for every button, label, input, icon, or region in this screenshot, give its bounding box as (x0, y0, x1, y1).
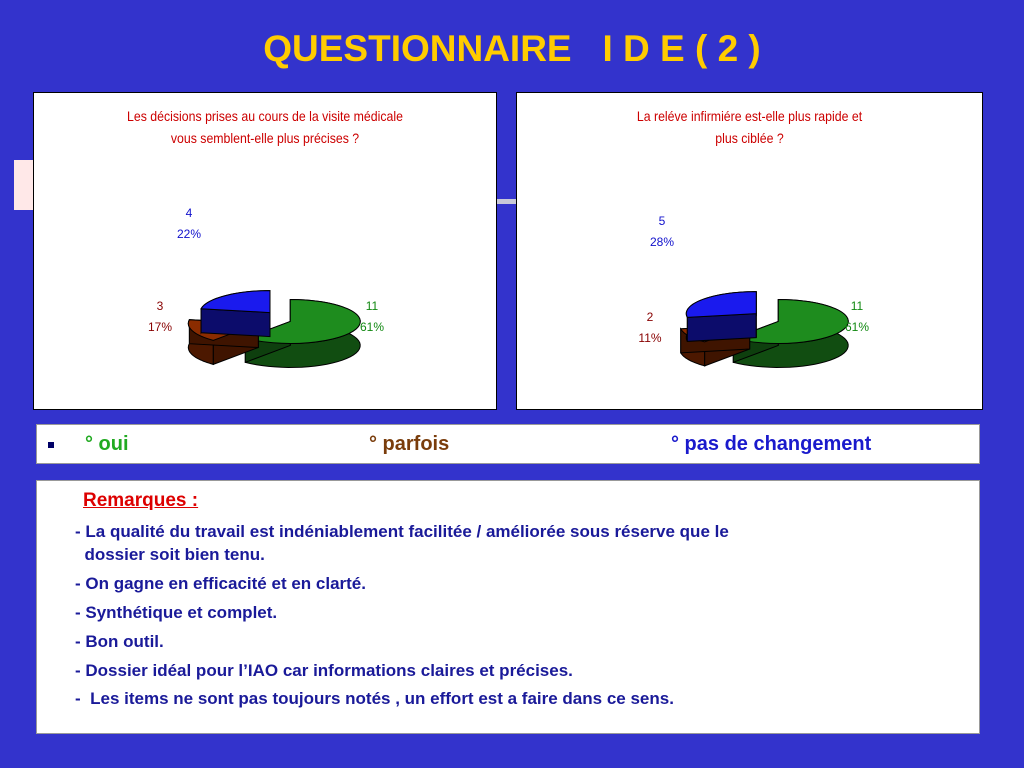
chart-panel-visite-medicale (33, 92, 497, 410)
legend (36, 424, 980, 464)
chart-title-line-2: vous semblent-elle plus précises ? (170, 130, 360, 146)
data-label-percent: 61% (844, 320, 870, 334)
chart-title-line-1: La reléve infirmiére est-elle plus rapide et (636, 108, 863, 124)
remark-item: - Bon outil. (75, 632, 164, 651)
remark-item: - Synthétique et complet. (75, 603, 278, 622)
decorative-block (14, 160, 34, 210)
decorative-divider (497, 199, 517, 204)
legend-item-oui: ° oui (85, 433, 129, 455)
pie-slice-2 (686, 292, 756, 342)
pie-chart-visite-medicale (34, 93, 498, 411)
data-label-value: 5 (658, 214, 666, 228)
pie-slice-2 (201, 291, 270, 337)
pie-chart-releve-infirmiere (517, 93, 984, 411)
legend-item-pas-de-changement: ° pas de changement (671, 433, 872, 455)
remark-item: - On gagne en efficacité et en clarté. (75, 574, 366, 593)
data-label-percent: 22% (176, 227, 202, 241)
data-label-percent: 17% (147, 320, 173, 334)
data-label-value: 4 (185, 206, 193, 220)
bullet-icon (48, 442, 54, 448)
chart-title-line-1: Les décisions prises au cours de la visite médicale (127, 108, 403, 124)
remarks-panel (36, 480, 980, 734)
data-label-value: 11 (365, 299, 379, 313)
remarks-title: Remarques : (83, 490, 199, 511)
data-label-percent: 11% (638, 331, 662, 345)
data-label-value: 3 (156, 299, 164, 313)
data-label-percent: 61% (359, 320, 385, 334)
chart-panel-releve-infirmiere (516, 92, 983, 410)
remark-item: - Les items ne sont pas toujours notés , un effort est a faire dans ce sens. (75, 689, 674, 708)
data-label-value: 11 (850, 299, 864, 313)
legend-item-parfois: ° parfois (369, 433, 450, 455)
remark-item: - Dossier idéal pour l’IAO car informations claires et précises. (75, 661, 573, 680)
remark-item: - La qualité du travail est indéniablement facilitée / améliorée sous réserve que le dossier soit bien tenu. (75, 522, 729, 564)
data-label-value: 2 (646, 310, 654, 324)
data-label-percent: 28% (649, 235, 675, 249)
chart-title-line-2: plus ciblée ? (715, 130, 784, 146)
page-title: QUESTIONNAIRE I D E ( 2 ) (263, 28, 761, 69)
